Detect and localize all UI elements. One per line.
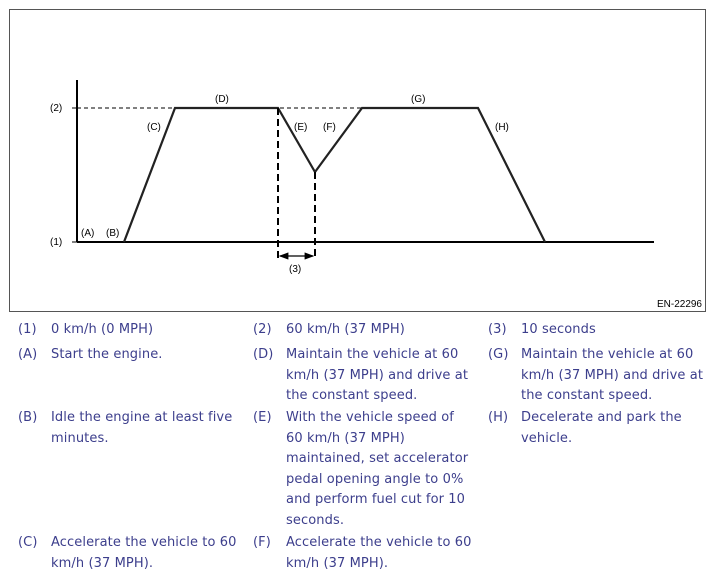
- legend-item: [235, 345, 472, 407]
- legend-item: [0, 345, 237, 366]
- diagram-canvas: [10, 10, 707, 313]
- legend-text: Maintain the vehicle at 60 km/h (37 MPH) and drive at the constant speed.: [521, 347, 704, 403]
- legend-text: 10 seconds: [521, 322, 596, 337]
- figure-id: EN-22296: [656, 299, 702, 310]
- legend-key: (B): [18, 410, 38, 425]
- legend-key: (F): [253, 535, 271, 550]
- legend-text: 60 km/h (37 MPH): [286, 322, 405, 337]
- legend-text: Decelerate and park the vehicle.: [521, 410, 682, 446]
- legend-text: Accelerate the vehicle to 60 km/h (37 MPH).: [51, 535, 237, 571]
- legend-key: (G): [488, 347, 509, 362]
- legend-key: (H): [488, 410, 509, 425]
- legend-key: (C): [18, 535, 38, 550]
- segment-label-h: (H): [495, 122, 509, 133]
- segment-label-a: (A): [81, 228, 95, 239]
- legend: [0, 316, 716, 579]
- legend-item: [235, 320, 472, 341]
- legend-item: [0, 408, 237, 449]
- segment-label-g: (G): [411, 94, 426, 105]
- legend-text: Maintain the vehicle at 60 km/h (37 MPH) and drive at the constant speed.: [286, 347, 469, 403]
- speed-profile-diagram: [9, 9, 706, 312]
- legend-item: [235, 408, 472, 531]
- legend-item: [0, 533, 237, 574]
- interval-label: (3): [289, 264, 302, 275]
- segment-label-c: (C): [147, 122, 161, 133]
- legend-text: Idle the engine at least five minutes.: [51, 410, 233, 446]
- legend-key: (D): [253, 347, 274, 362]
- legend-text: With the vehicle speed of 60 km/h (37 MPH) maintained, set accelerator pedal opening angle to 0% and perform fuel cut for 10 seconds.: [286, 410, 469, 528]
- legend-key: (E): [253, 410, 272, 425]
- y-label-upper: (2): [50, 103, 63, 114]
- legend-text: Accelerate the vehicle to 60 km/h (37 MPH).: [286, 535, 472, 571]
- legend-key: (1): [18, 322, 37, 337]
- legend-key: (2): [253, 322, 272, 337]
- legend-item: [470, 345, 707, 407]
- legend-item: [470, 408, 707, 449]
- legend-item: [235, 533, 472, 574]
- segment-label-d: (D): [215, 94, 229, 105]
- segment-label-b: (B): [106, 228, 120, 239]
- legend-text: 0 km/h (0 MPH): [51, 322, 154, 337]
- legend-key: (A): [18, 347, 38, 362]
- legend-text: Start the engine.: [51, 347, 163, 362]
- segment-label-e: (E): [294, 122, 308, 133]
- segment-label-f: (F): [323, 122, 336, 133]
- y-label-lower: (1): [50, 237, 63, 248]
- legend-item: [470, 320, 707, 341]
- legend-item: [0, 320, 237, 341]
- legend-key: (3): [488, 322, 507, 337]
